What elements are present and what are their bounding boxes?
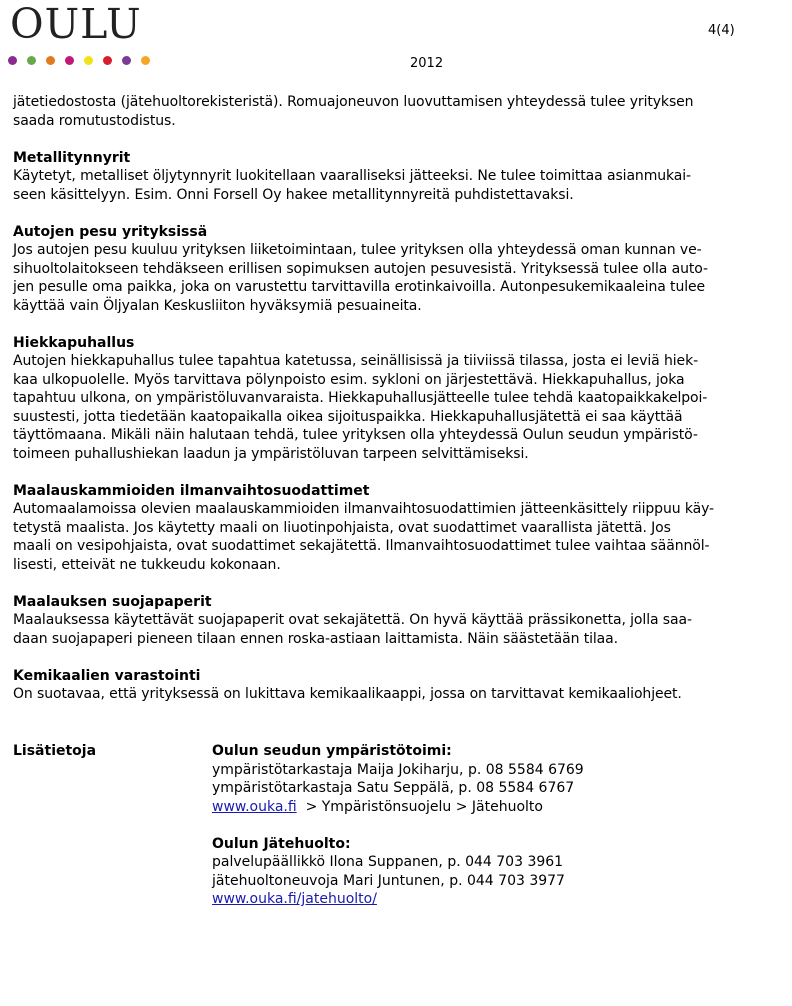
link-path: > Ympäristönsuojelu > Jätehuolto — [296, 798, 543, 815]
logo-dot — [84, 56, 93, 65]
section-line: tapahtuu ulkona, on ympäristöluvanvaraista. Hiekkapuhallusjätteelle tulee tehdä kaatopaikkakelpoi- — [13, 390, 708, 406]
section-line: täyttömaana. Mikäli näin halutaan tehdä, tulee yrityksen olla yhteydessä Oulun seudun ympäristö- — [13, 427, 698, 443]
contact-line: ympäristötarkastaja Satu Seppälä, p. 08 5584 6767 — [212, 780, 575, 796]
section-line: maali on vesipohjaista, ovat suodattimet sekajätettä. Ilmanvaihtosuodattimet tulee vaihtaa säännöl- — [13, 538, 710, 554]
logo-dots — [8, 56, 158, 66]
section-heading: Autojen pesu yrityksissä — [13, 223, 208, 240]
section-line: tetystä maalista. Jos käytetty maali on liuotinpohjaista, ovat suodattimet vaarallista jätettä. Jos — [13, 519, 671, 536]
section-line: Käytetyt, metalliset öljytynnyrit luokitellaan vaaralliseksi jätteeksi. Ne tulee toimittaa asianmukai- — [13, 168, 692, 184]
section-line: sihuoltolaitokseen tehdäkseen erillisen sopimuksen autojen pesuvesistä. Yrityksessä tulee olla auto- — [13, 260, 708, 277]
section-heading: Metallitynnyrit — [13, 149, 131, 166]
contact-line: palvelupäällikkö Ilona Suppanen, p. 044 703 3961 — [212, 854, 564, 870]
org-name: Oulun Jätehuolto: — [212, 835, 351, 852]
document-year: 2012 — [410, 56, 444, 71]
contact-body — [212, 742, 772, 909]
section-line: On suotavaa, että yrityksessä on lukittava kemikaalikaappi, jossa on tarvittavat kemikaaliohjeet. — [13, 686, 682, 702]
oulu-logo — [10, 2, 142, 46]
section-heading: Maalauskammioiden ilmanvaihtosuodattimet — [13, 482, 370, 499]
contact-line: jätehuoltoneuvoja Mari Juntunen, p. 044 703 3977 — [212, 872, 565, 889]
logo-dot — [122, 56, 131, 65]
section-line: daan suojapaperi pieneen tilaan ennen roska-astiaan laittamista. Näin säästetään tilaa. — [13, 630, 618, 647]
logo-dot — [65, 56, 74, 65]
logo-dot — [141, 56, 150, 65]
section-line: toimeen puhallushiekan laadun ja ympäristöluvan tarpeen selvittämiseksi. — [13, 445, 529, 462]
intro-line: jätetiedostosta (jätehuoltorekisteristä). Romuajoneuvon luovuttamisen yhteydessä tulee yrityksen — [13, 94, 694, 110]
page-number: 4(4) — [708, 23, 735, 38]
org-name: Oulun seudun ympäristötoimi: — [212, 743, 452, 759]
document-body — [13, 93, 778, 704]
section-line: lisesti, etteivät ne tukkeudu kokonaan. — [13, 556, 281, 573]
logo-dot — [46, 56, 55, 65]
section-heading: Kemikaalien varastointi — [13, 667, 201, 684]
section-line: jen pesulle oma paikka, joka on varustettu tarvittavilla erotinkaivoilla. Autonpesukemikaaleina tulee — [13, 279, 706, 295]
jatehuolto-link[interactable]: www.ouka.fi/jatehuolto/ — [212, 891, 377, 907]
section-heading: Hiekkapuhallus — [13, 334, 135, 351]
logo-dot — [8, 56, 17, 65]
section-line: Maalauksessa käytettävät suojapaperit ovat sekajätettä. On hyvä käyttää prässikonetta, jolla saa- — [13, 612, 692, 628]
contact-link-row — [212, 798, 772, 817]
section-line: Jos autojen pesu kuuluu yrityksen liiketoimintaan, tulee yrityksen olla yhteydessä oman kunnan ve- — [13, 242, 702, 258]
section-line: Automaalamoissa olevien maalauskammioiden ilmanvaihtosuodattimien jätteenkäsittely riippuu käy- — [13, 501, 714, 517]
logo-wordmark: OULU — [10, 0, 142, 48]
logo-dot — [27, 56, 36, 65]
section-line: seen käsittelyyn. Esim. Onni Forsell Oy hakee metallitynnyreitä puhdistettavaksi. — [13, 186, 574, 203]
section-heading: Maalauksen suojapaperit — [13, 593, 212, 610]
section-line: suustesti, jotta tiedetään kaatopaikalla oikea sijoituspaikka. Hiekkapuhallusjätettä ei saa käyttää — [13, 408, 683, 425]
intro-line: saada romutustodistus. — [13, 112, 176, 129]
section-line: käyttää vain Öljyalan Keskusliiton hyväksymiä pesuaineita. — [13, 297, 422, 314]
logo-dot — [103, 56, 112, 65]
contact-label: Lisätietoja — [13, 743, 97, 759]
ouka-link[interactable]: www.ouka.fi — [212, 798, 297, 815]
contact-link-row — [212, 890, 772, 909]
section-line: Autojen hiekkapuhallus tulee tapahtua katetussa, seinällisissä ja tiiviissä tilassa, josta ei leviä hiek- — [13, 353, 699, 369]
contact-line: ympäristötarkastaja Maija Jokiharju, p. 08 5584 6769 — [212, 761, 584, 778]
section-line: kaa ulkopuolelle. Myös tarvittava pölynpoisto esim. sykloni on järjestettävä. Hiekkapuhallus, joka — [13, 371, 685, 388]
